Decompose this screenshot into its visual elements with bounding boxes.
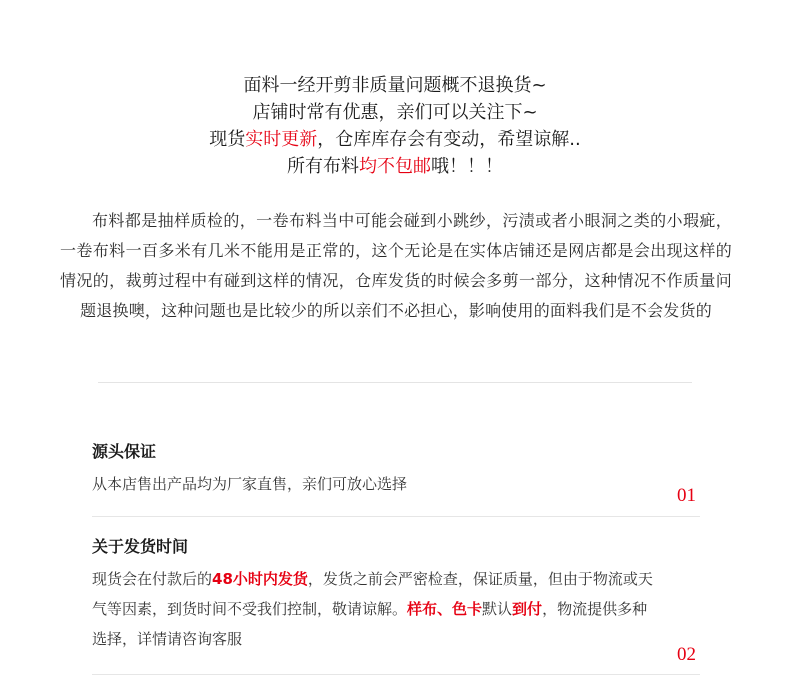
notice-line-4-post: 哦！！！ [431,156,503,177]
section-title: 源头保证 [92,442,157,461]
body-text-2: ，发货之前会严密检查，保证质量，但由于物流或天气等因素，到货时间不受我们控制，敬请谅解。 [92,570,653,618]
notice-line-3-highlight: 实时更新 [245,129,318,150]
section-number: 01 [677,485,696,506]
body-highlight-samples: 样布、色卡 [407,600,483,618]
notice-line-1: 面料一经开剪非质量问题概不退换货~ [243,75,547,96]
notice-line-4-highlight: 均不包邮 [359,156,431,177]
section-title: 关于发货时间 [92,537,189,556]
notice-line-4-pre: 所有布料 [287,156,359,177]
notice-line-3-post: ，仓库库存会有变动，希望谅解.. [317,129,581,150]
notice-line-3 [0,126,790,153]
section-source-guarantee [92,441,700,506]
body-text-4: ，物流提供多种选择，详情请咨询客服 [92,600,648,648]
section-number: 02 [677,644,696,665]
notice-line-3-pre: 现货 [209,129,246,150]
section-divider [92,516,700,517]
body-text-3: 默认 [482,600,513,618]
divider [98,382,692,383]
body-highlight-48h: 48小时内发货 [212,570,308,588]
notice-line-2: 店铺时常有优惠，亲们可以关注下~ [252,102,538,123]
section-divider [92,674,700,675]
notice-block [0,72,790,180]
section-shipping-time [92,536,700,665]
section-body: 从本店售出产品均为厂家直售，亲们可放心选择 [92,475,408,493]
section-body [92,564,660,654]
body-highlight-cod: 到付 [512,600,543,618]
intro-paragraph: 布料都是抽样质检的，一卷布料当中可能会碰到小跳纱，污渍或者小眼洞之类的小瑕疵，一卷布料一百多米有几米不能用是正常的，这个无论是在实体店铺还是网店都是会出现这样的情况的，裁剪过程中有碰到这样的情况，仓库发货的时候会多剪一部分，这种情况不作质量问题退换噢，这种问题也是比较少的所以亲们不必担心，影响使用的面料我们是不会发货的 [60,211,732,320]
notice-line-4 [0,153,790,180]
body-text-1: 现货会在付款后的 [92,570,213,588]
